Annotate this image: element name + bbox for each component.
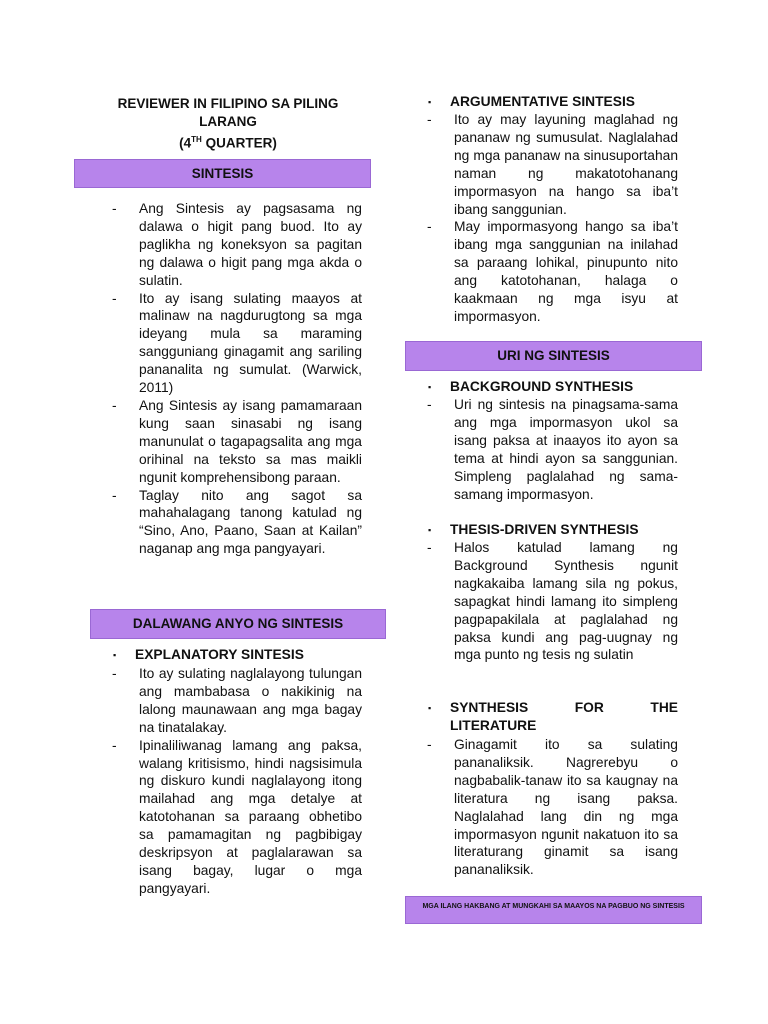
- list-item: - Ipinaliliwanag lamang ang paksa, walang kritisismo, hindi nagsisimula ng diskuro kundi naglalayong itong mailahad ang mga detalye at katotohanan sa paraang obhetibo sa pamamagitan ng pagbibigay deskripsyon at paglalarawan sa isang bagay, lugar o mga pangyayari.: [112, 737, 362, 896]
- synthesis-for-literature-title: ▪ SYNTHESIS FOR THE: [428, 700, 678, 715]
- explanatory-list: [112, 665, 362, 898]
- argumentative-list: [427, 111, 678, 326]
- list-item: - Ang Sintesis ay pagsasama ng dalawa o higit pang buod. Ito ay paglikha ng koneksyon sa pagitan ng dalawa o higit pang mga akda o sulatin.: [112, 201, 362, 288]
- list-item: - Ito ay may layuning maglahad ng pananaw ng sumusulat. Naglalahad ng mga pananaw na sinusuportahan naman ng makatotohanang impormasyon na hango sa iba’t ibang sanggunian.: [427, 112, 678, 217]
- synthesis-for-literature-title-line2: LITERATURE: [450, 718, 537, 733]
- list-item: - Halos katulad lamang ng Background Synthesis ngunit nagkakaiba lamang sila ng pokus, sapagkat hindi lamang ito simpleng pagpapakilala at paglalahad ng paksa kundi ang pag-uugnay ng mga punto ng tesis ng sulatin: [427, 540, 678, 663]
- argumentative-heading-list: [405, 93, 681, 111]
- sintesis-heading: SINTESIS: [74, 159, 371, 188]
- list-item: - Ito ay isang sulating maayos at malinaw na nagdurugtong sa mga ideyang mula sa maraming sangguniang ginagamit ang sariling pananalita ng sumulat. (Warwick, 2011): [112, 290, 362, 396]
- uri-ng-sintesis-heading: URI NG SINTESIS: [405, 341, 702, 371]
- title-line-1: REVIEWER IN FILIPINO SA PILING LARANG: [117, 96, 339, 129]
- background-synthesis-title: ▪ BACKGROUND SYNTHESIS: [428, 379, 634, 394]
- explanatory-sintesis-title: ▪ EXPLANATORY SINTESIS: [113, 647, 304, 662]
- thesis-driven-synthesis-title: ▪ THESIS-DRIVEN SYNTHESIS: [428, 522, 639, 537]
- background-list: [427, 396, 678, 503]
- thesis-list: [427, 539, 678, 664]
- thesis-heading-list: [405, 521, 681, 539]
- list-item: - May impormasyong hango sa iba’t ibang mga sanggunian na inilahad sa paraang lohikal, pinupunto nito ang katotohanan, halaga o kaakmaan ng mga isyu at impormasyon.: [427, 219, 678, 324]
- list-item: - Ito ay sulating naglalayong tulungan ang mambabasa o nakikinig na lalong maunawaan ang mga bagay na tinatalakay.: [112, 666, 362, 735]
- list-item: - Taglay nito ang sagot sa mahahalagang tanong katulad ng “Sino, Ano, Paano, Saan at Kailan” naganap ang mga pangyayari.: [112, 487, 362, 557]
- argumentative-sintesis-title: ▪ ARGUMENTATIVE SINTESIS: [428, 94, 635, 109]
- explanatory-heading-list: [90, 646, 366, 664]
- dalawang-anyo-heading: DALAWANG ANYO NG SINTESIS: [90, 609, 386, 639]
- literature-heading-list: [405, 699, 678, 735]
- list-item: - Ginagamit ito sa sulating pananaliksik. Nagrerebyu o nagbabalik-tanaw ito sa kaugnay na literatura ng isang paksa. Naglalahad lang din ng mga impormasyon ngunit nakatuon ito sa literaturang ginamit sa isang pananaliksik.: [427, 737, 678, 878]
- sintesis-list: [112, 200, 362, 558]
- hakbang-heading: MGA ILANG HAKBANG AT MUNGKAHI SA MAAYOS NA PAGBUO NG SINTESIS: [405, 896, 702, 924]
- list-item: - Ang Sintesis ay isang pamamaraan kung saan sinasabi ng isang manunulat o tagapagsalita ang mga orihinal na teksto sa mas maikli ngunit komprehensibong paraan.: [112, 397, 362, 485]
- literature-list: [427, 736, 678, 879]
- title-line-2: (4TH QUARTER): [179, 135, 277, 151]
- document-title: [90, 95, 366, 153]
- background-heading-list: [405, 378, 681, 396]
- list-item: - Uri ng sintesis na pinagsama-sama ang mga impormasyon ukol sa isang paksa at inaayos ito ayon sa tema at hindi ayon sa sanggunian. Simpleng paglalahad ng sama-samang impormasyon.: [427, 397, 678, 502]
